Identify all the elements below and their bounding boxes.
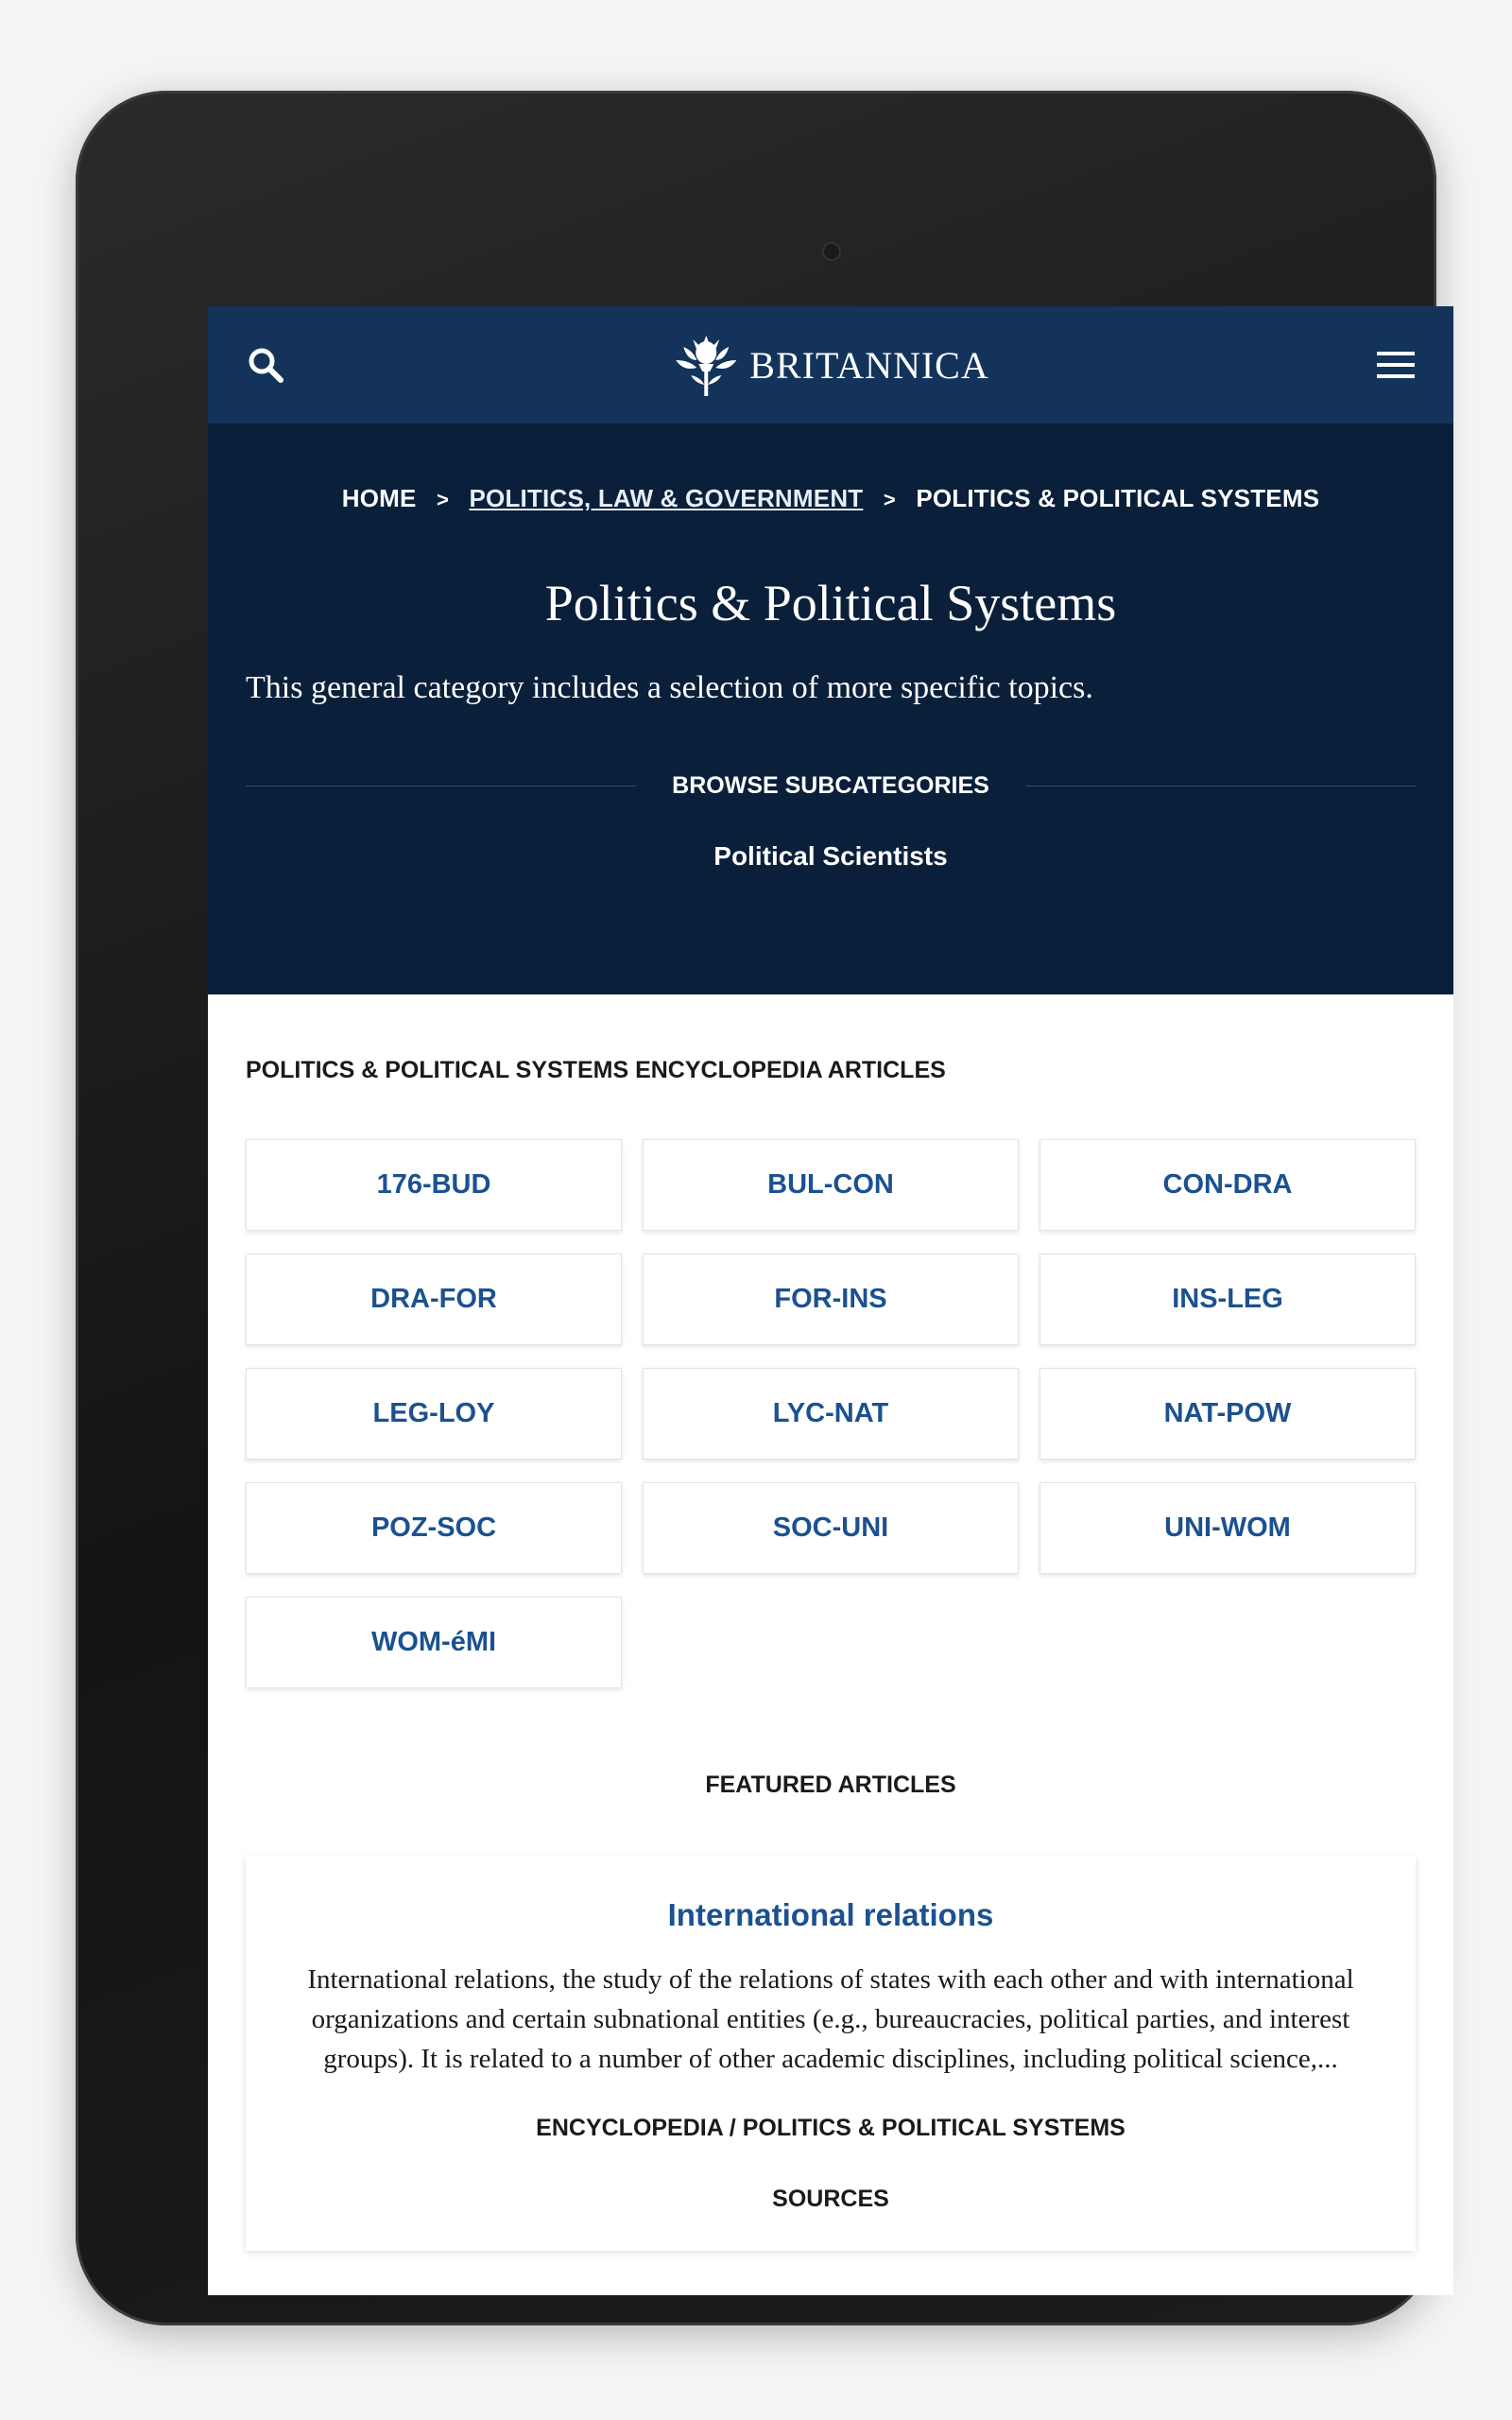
- article-range-link[interactable]: DRA-FOR: [246, 1253, 622, 1345]
- thistle-logo-icon: [672, 332, 740, 398]
- category-description: This general category includes a selection of more specific topics.: [246, 670, 1093, 705]
- hamburger-menu-icon: [1377, 350, 1415, 380]
- main-content: [208, 1057, 1453, 2251]
- article-range-grid: [246, 1139, 1416, 1688]
- browse-subcategories-heading: [246, 772, 1416, 800]
- featured-article-category[interactable]: ENCYCLOPEDIA / POLITICS & POLITICAL SYSTEMS: [536, 2115, 1125, 2141]
- britannica-logo[interactable]: [672, 332, 988, 398]
- breadcrumb-current: POLITICS & POLITICAL SYSTEMS: [916, 484, 1320, 512]
- category-hero: [208, 424, 1453, 994]
- breadcrumb-separator: >: [883, 488, 896, 511]
- article-range-link[interactable]: WOM-éMI: [246, 1597, 622, 1688]
- menu-button[interactable]: [1372, 341, 1419, 389]
- article-range-link[interactable]: BUL-CON: [643, 1139, 1019, 1231]
- featured-article-sources[interactable]: SOURCES: [772, 2186, 889, 2212]
- tablet-frame: [76, 91, 1436, 2325]
- article-range-link[interactable]: 176-BUD: [246, 1139, 622, 1231]
- breadcrumb-home[interactable]: HOME: [341, 484, 417, 512]
- page-title: Politics & Political Systems: [544, 575, 1117, 631]
- search-button[interactable]: [242, 341, 289, 389]
- featured-article-card: [246, 1856, 1416, 2251]
- articles-section-heading: POLITICS & POLITICAL SYSTEMS ENCYCLOPEDIA ARTICLES: [246, 1057, 946, 1083]
- article-range-link[interactable]: UNI-WOM: [1040, 1482, 1416, 1574]
- browse-subcategories-label: BROWSE SUBCATEGORIES: [672, 772, 989, 799]
- subcategory-link-political-scientists[interactable]: Political Scientists: [713, 841, 948, 871]
- camera-icon: [822, 242, 841, 261]
- featured-article-excerpt: International relations, the study of the relations of states with each other and with international organizations and certain subnational entities (e.g., bureaucracies, political parties, and interest groups). It is related to a number of other academic disciplines, including political science,...: [307, 1964, 1354, 2074]
- article-range-link[interactable]: LYC-NAT: [643, 1368, 1019, 1460]
- breadcrumb-politics-law-government[interactable]: POLITICS, LAW & GOVERNMENT: [469, 484, 864, 512]
- logo-wordmark: BRITANNICA: [749, 343, 989, 387]
- article-range-link[interactable]: CON-DRA: [1040, 1139, 1416, 1231]
- article-range-link[interactable]: POZ-SOC: [246, 1482, 622, 1574]
- article-range-link[interactable]: SOC-UNI: [643, 1482, 1019, 1574]
- breadcrumb-separator: >: [437, 488, 450, 511]
- screen: [208, 306, 1453, 2295]
- article-range-link[interactable]: LEG-LOY: [246, 1368, 622, 1460]
- featured-articles-heading: FEATURED ARTICLES: [705, 1772, 956, 1798]
- top-bar: [208, 306, 1453, 424]
- featured-article-title[interactable]: International relations: [667, 1897, 994, 1932]
- article-range-link[interactable]: NAT-POW: [1040, 1368, 1416, 1460]
- article-range-link[interactable]: INS-LEG: [1040, 1253, 1416, 1345]
- search-icon: [247, 346, 284, 384]
- breadcrumb: [246, 424, 1416, 513]
- article-range-link[interactable]: FOR-INS: [643, 1253, 1019, 1345]
